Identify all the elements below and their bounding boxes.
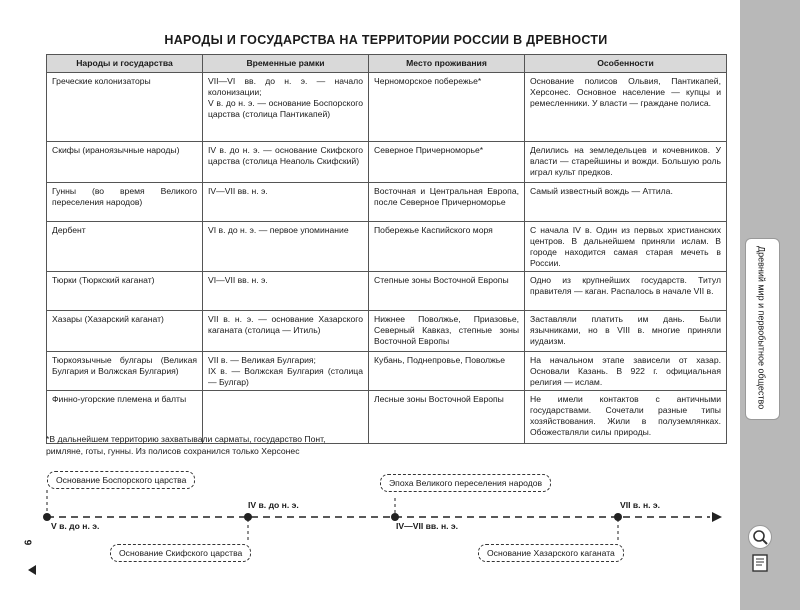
- cell-people: Гунны (во время Великого переселения народов): [47, 183, 203, 222]
- cell-place: Побережье Каспийского моря: [369, 222, 525, 272]
- cell-features: Заставляли платить им дань. Были язычниками, но в VIII в. многие приняли иудаизм.: [525, 311, 727, 352]
- cell-place: Кубань, Поднепровье, Поволжье: [369, 352, 525, 391]
- tick-label: VII в. н. э.: [620, 500, 661, 510]
- timeline-tick-dot: [614, 513, 622, 521]
- search-icon[interactable]: [748, 525, 772, 549]
- cell-people: Скифы (ираноязычные народы): [47, 142, 203, 183]
- cell-people: Хазары (Хазарский каганат): [47, 311, 203, 352]
- cell-people: Дербент: [47, 222, 203, 272]
- cell-place: Нижнее Поволжье, Приазовье, Северный Кавказ, степные зоны Восточной Европы: [369, 311, 525, 352]
- column-header: Место проживания: [369, 55, 525, 73]
- cell-time: IV в. до н. э. — основание Скифского царства (столица Неаполь Скифский): [203, 142, 369, 183]
- tick-label: IV—VII вв. н. э.: [396, 521, 459, 531]
- cell-features: Делились на земледельцев и кочевников. У власти — старейшины и вожди. Большую роль играл культ предков.: [525, 142, 727, 183]
- cell-time: VII—VI вв. до н. э. — начало колонизации; V в. до н. э. — основание Боспорского царства (столица Пантикапей): [203, 73, 369, 142]
- timeline-tick-dot: [43, 513, 51, 521]
- page-arrow-icon[interactable]: [28, 565, 36, 575]
- cell-people: Тюрки (Тюркский каганат): [47, 272, 203, 311]
- event-migration-period: Эпоха Великого переселения народов: [380, 474, 551, 492]
- cell-features: Самый известный вождь — Аттила.: [525, 183, 727, 222]
- column-header: Временные рамки: [203, 55, 369, 73]
- event-scythian-kingdom: Основание Скифского царства: [110, 544, 251, 562]
- cell-time: VII в. — Великая Булгария; IX в. — Волжская Булгария (столица — Булгар): [203, 352, 369, 391]
- cell-place: Черноморское побережье*: [369, 73, 525, 142]
- page-title: НАРОДЫ И ГОСУДАРСТВА НА ТЕРРИТОРИИ РОССИИ В ДРЕВНОСТИ: [164, 33, 608, 47]
- book-icon[interactable]: [750, 552, 772, 574]
- cell-time: IV—VII вв. н. э.: [203, 183, 369, 222]
- cell-time: VI в. до н. э. — первое упоминание: [203, 222, 369, 272]
- event-bosporan-kingdom: Основание Боспорского царства: [47, 471, 195, 489]
- column-header: Народы и государства: [47, 55, 203, 73]
- cell-features: С начала IV в. Один из первых христианских центров. В дальнейшем приняли ислам. В городе находится самая старая мечеть в России.: [525, 222, 727, 272]
- timeline-tick-dot: [244, 513, 252, 521]
- timeline-arrow-icon: [712, 512, 722, 522]
- tick-label: IV в. до н. э.: [248, 500, 299, 510]
- cell-place: Северное Причерноморье*: [369, 142, 525, 183]
- cell-place: Восточная и Центральная Европа, после Северное Причерноморье: [369, 183, 525, 222]
- cell-time: VII в. н. э. — основание Хазарского каганата (столица — Итиль): [203, 311, 369, 352]
- cell-features: Не имели контактов с античными государствами. Сочетали разные типы хозяйствования. Жили в полуземлянках. Обожествляли силы природы.: [525, 391, 727, 444]
- cell-time: VI—VII вв. н. э.: [203, 272, 369, 311]
- column-header: Особенности: [525, 55, 727, 73]
- event-khazar-khaganate: Основание Хазарского каганата: [478, 544, 624, 562]
- cell-place: Лесные зоны Восточной Европы: [369, 391, 525, 444]
- page-number: 6: [23, 539, 35, 546]
- cell-place: Степные зоны Восточной Европы: [369, 272, 525, 311]
- cell-people: Тюркоязычные булгары (Великая Булгария и Волжская Булгария): [47, 352, 203, 391]
- cell-features: Основание полисов Ольвия, Пантикапей, Херсонес. Основное население — купцы и ремесленники. У власти — граждане полиса.: [525, 73, 727, 142]
- cell-features: На начальном этапе зависели от хазар. Основали Казань. В 922 г. официальная религия — ислам.: [525, 352, 727, 391]
- tick-label: V в. до н. э.: [51, 521, 100, 531]
- cell-people: Греческие колонизаторы: [47, 73, 203, 142]
- footnote: *В дальнейшем территорию захватывали сарматы, государство Понт, римляне, готы, гунны. Из полисов сохранился только Херсонес: [46, 434, 326, 456]
- cell-people: Финно-угорские племена и балты: [47, 391, 203, 444]
- timeline-tick-dot: [391, 513, 399, 521]
- cell-features: Одно из крупнейших государств. Титул правителя — каган. Распалось в начале VII в.: [525, 272, 727, 311]
- chapter-tab-label: Древний мир и первобытное общество: [756, 246, 767, 410]
